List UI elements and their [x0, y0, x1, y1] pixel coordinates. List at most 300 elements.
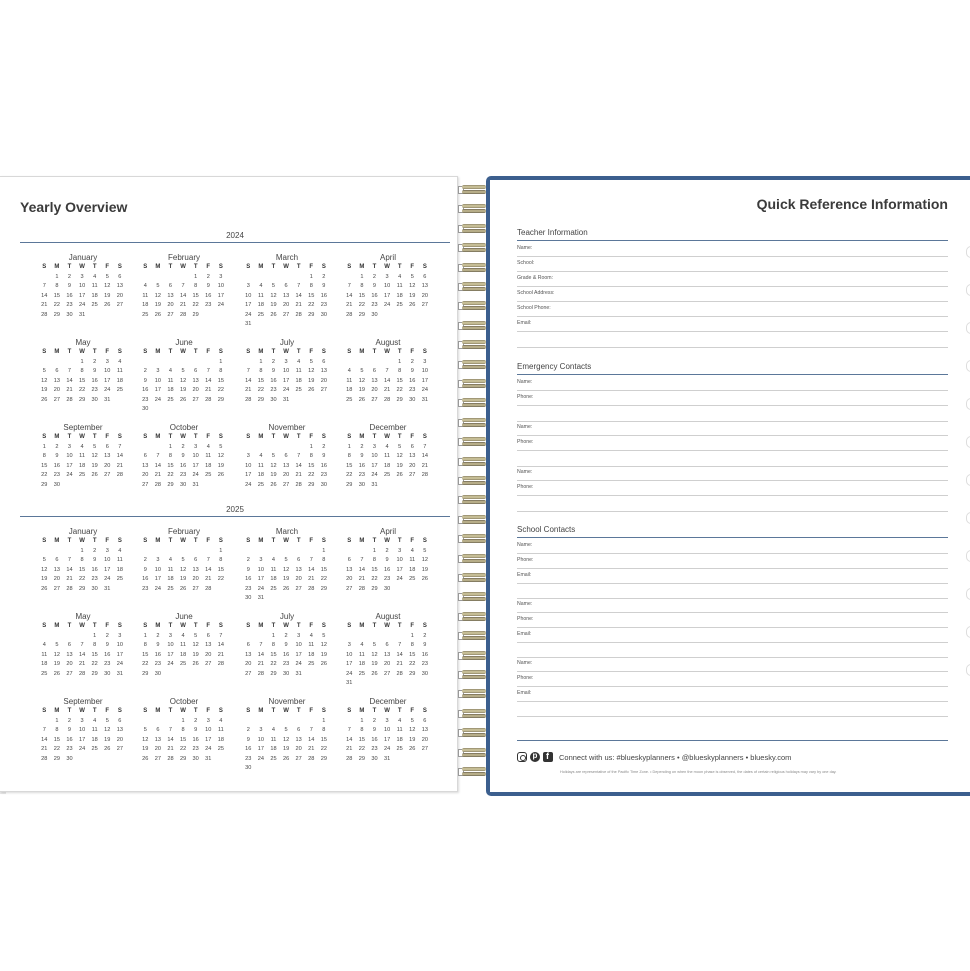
day-cell: 23	[371, 746, 378, 752]
page-tab[interactable]	[966, 322, 970, 334]
day-cell: 29	[346, 481, 353, 488]
day-cell: 14	[358, 566, 365, 573]
day-cell: 4	[360, 642, 364, 648]
day-cell: 2	[360, 443, 364, 450]
day-cell: 28	[205, 396, 212, 403]
day-cell: 21	[41, 746, 48, 752]
day-cell: 2	[93, 547, 97, 554]
teacher-field[interactable]: School Phone:	[517, 302, 948, 317]
spiral-coil	[458, 708, 486, 720]
day-cell: 6	[118, 717, 122, 724]
day-cell: 19	[270, 472, 277, 478]
day-cell: 26	[282, 755, 290, 762]
weekday-label: F	[206, 538, 211, 544]
month-calendar	[139, 697, 229, 764]
day-cell: 10	[167, 642, 174, 648]
day-cell: 2	[322, 273, 326, 280]
day-cell: 22	[167, 472, 174, 478]
page-tab[interactable]	[966, 664, 970, 676]
day-cell: 17	[245, 472, 252, 478]
instagram-icon[interactable]	[517, 752, 527, 762]
day-cell: 5	[309, 358, 313, 365]
day-cell	[318, 320, 331, 330]
day-cell: 21	[154, 472, 161, 478]
weekday-label: T	[372, 623, 377, 629]
day-cell	[63, 358, 76, 368]
weekday-label: S	[218, 623, 223, 629]
day-cell: 4	[347, 368, 351, 374]
day-cell	[202, 547, 215, 557]
day-cell	[114, 481, 127, 491]
day-cell: 1	[322, 547, 326, 554]
day-cell: 2	[372, 273, 377, 280]
weekday-label: T	[271, 434, 276, 440]
day-cell: 3	[259, 557, 263, 563]
day-cell: 23	[358, 472, 365, 478]
weekday-label: W	[79, 623, 85, 629]
day-cell	[305, 764, 318, 774]
emergency-field[interactable]: Name:	[517, 376, 948, 391]
day-cell: 17	[245, 302, 252, 308]
day-cell: 22	[179, 746, 187, 752]
day-cell: 26	[179, 396, 187, 403]
weekday-label: S	[42, 538, 47, 544]
day-cell: 13	[383, 651, 391, 658]
social-text: Connect with us: #blueskyplanners • @blueskyplanners • bluesky.com	[559, 752, 792, 762]
spiral-coil	[458, 456, 486, 468]
month-calendar	[139, 338, 229, 415]
weekday-label: F	[105, 538, 110, 544]
day-cell	[202, 311, 215, 321]
day-cell: 11	[409, 557, 416, 563]
day-cell: 22	[53, 302, 60, 308]
weekday-label: T	[372, 708, 377, 714]
day-cell: 30	[154, 670, 161, 677]
day-cell: 20	[421, 292, 428, 299]
day-cell: 9	[93, 557, 97, 563]
day-cell	[343, 358, 356, 368]
school-field[interactable]: Name:	[517, 598, 948, 613]
day-cell	[292, 443, 305, 453]
weekday-label: M	[155, 538, 161, 544]
day-cell: 7	[181, 283, 185, 289]
day-cell: 21	[308, 746, 315, 752]
day-cell: 13	[295, 736, 302, 743]
day-cell: 17	[295, 651, 302, 658]
teacher-field[interactable]: School:	[517, 257, 948, 272]
day-cell	[152, 443, 165, 453]
day-cell: 26	[308, 387, 315, 393]
page-tab[interactable]	[966, 360, 970, 372]
day-cell: 27	[205, 661, 212, 667]
day-cell: 24	[257, 755, 264, 762]
weekday-label: M	[359, 434, 365, 440]
month-name: August	[375, 612, 401, 621]
day-cell: 15	[41, 462, 48, 469]
school-field[interactable]: Email:	[517, 687, 948, 702]
day-cell: 21	[217, 651, 224, 658]
weekday-label: W	[180, 434, 186, 440]
day-cell: 8	[372, 557, 377, 563]
day-cell: 22	[142, 661, 149, 667]
day-cell: 24	[167, 661, 174, 667]
day-cell: 5	[156, 283, 160, 289]
day-cell: 11	[270, 566, 277, 573]
day-cell: 14	[383, 377, 391, 384]
weekday-label: S	[143, 708, 148, 714]
day-cell: 24	[383, 746, 391, 752]
teacher-field[interactable]: Email:	[517, 317, 948, 332]
school-field[interactable]: Name:	[517, 657, 948, 672]
day-cell: 7	[347, 727, 351, 733]
day-cell: 18	[142, 302, 149, 308]
day-cell: 2	[246, 727, 250, 733]
day-cell: 24	[245, 311, 252, 318]
day-cell: 16	[270, 377, 277, 384]
day-cell: 19	[91, 462, 98, 469]
day-cell: 10	[78, 283, 86, 289]
school-field[interactable]: Name:	[517, 539, 948, 554]
day-cell: 20	[142, 472, 149, 478]
day-cell: 5	[194, 632, 198, 639]
day-cell: 30	[245, 595, 252, 601]
day-cell: 27	[421, 302, 428, 308]
month-calendar	[242, 423, 332, 490]
weekday-label: T	[296, 264, 301, 270]
spiral-coil	[458, 727, 486, 739]
day-cell: 28	[421, 472, 428, 478]
day-cell: 16	[320, 462, 327, 469]
school-field[interactable]: Email:	[517, 628, 948, 643]
day-cell	[164, 358, 177, 368]
weekday-label: S	[42, 264, 47, 270]
day-cell: 3	[80, 273, 84, 280]
day-cell	[406, 481, 419, 491]
day-cell	[280, 764, 293, 774]
day-cell	[88, 755, 101, 765]
weekday-label: T	[271, 349, 276, 355]
field-line	[517, 511, 948, 512]
day-cell: 16	[358, 462, 365, 469]
day-cell: 23	[192, 746, 199, 752]
day-cell: 7	[67, 557, 72, 563]
school-field[interactable]: Phone:	[517, 613, 948, 628]
weekday-label: S	[246, 349, 251, 355]
day-cell: 18	[41, 661, 48, 667]
day-cell: 1	[80, 358, 84, 365]
day-cell: 22	[270, 661, 277, 667]
page-tab[interactable]	[966, 246, 970, 258]
day-cell: 17	[104, 377, 111, 384]
day-cell: 29	[409, 670, 416, 677]
day-cell: 27	[53, 585, 60, 592]
weekday-label: T	[168, 264, 173, 270]
day-cell: 10	[295, 642, 302, 648]
month-name: December	[369, 697, 407, 706]
day-cell: 20	[346, 576, 353, 582]
day-cell: 26	[371, 670, 378, 677]
weekday-label: T	[193, 349, 198, 355]
day-cell: 20	[320, 377, 327, 384]
weekday-label: M	[54, 623, 60, 629]
weekday-label: M	[258, 623, 264, 629]
day-cell: 8	[219, 368, 223, 374]
day-cell	[101, 481, 114, 491]
day-cell: 8	[219, 557, 223, 563]
day-cell: 21	[295, 472, 302, 478]
weekday-label: S	[321, 708, 326, 714]
day-cell: 16	[53, 462, 60, 469]
day-cell: 7	[297, 453, 301, 459]
day-cell	[419, 481, 432, 491]
weekday-label: M	[258, 434, 264, 440]
day-cell: 5	[42, 557, 46, 563]
day-cell: 14	[421, 453, 428, 459]
day-cell: 1	[398, 358, 402, 365]
day-cell: 17	[396, 566, 403, 573]
day-cell: 10	[116, 642, 123, 648]
page-tab[interactable]	[966, 588, 970, 600]
day-cell: 18	[358, 661, 365, 667]
day-cell: 5	[410, 273, 414, 280]
day-cell: 16	[192, 736, 199, 743]
weekday-label: S	[347, 623, 352, 629]
day-cell: 24	[295, 661, 302, 667]
emergency-field[interactable]: Name:	[517, 421, 948, 436]
day-cell: 18	[116, 566, 123, 573]
day-cell: 15	[91, 651, 98, 658]
day-cell: 19	[179, 387, 187, 393]
school-field[interactable]: Email:	[517, 569, 948, 584]
day-cell: 7	[297, 283, 301, 289]
day-cell: 25	[396, 302, 403, 308]
day-cell	[202, 405, 215, 415]
month-calendar	[242, 612, 332, 679]
day-cell: 1	[181, 717, 185, 724]
day-cell: 3	[206, 717, 210, 724]
day-cell: 24	[383, 302, 391, 308]
pinterest-icon[interactable]	[530, 752, 540, 762]
weekday-label: T	[193, 623, 198, 629]
day-cell: 31	[192, 481, 199, 488]
day-cell: 24	[257, 585, 264, 592]
day-cell: 20	[53, 387, 60, 393]
facebook-icon[interactable]	[543, 752, 553, 762]
day-cell: 25	[91, 746, 98, 752]
day-cell: 12	[409, 283, 416, 289]
school-field[interactable]: Phone:	[517, 672, 948, 687]
day-cell: 11	[91, 727, 98, 733]
emergency-field[interactable]: Phone:	[517, 436, 948, 451]
day-cell: 31	[295, 670, 302, 677]
day-cell: 20	[282, 472, 290, 478]
day-cell	[215, 585, 228, 595]
day-cell: 26	[396, 472, 403, 478]
day-cell	[255, 764, 268, 774]
day-cell: 13	[116, 283, 123, 289]
month-calendar	[139, 527, 229, 594]
school-field[interactable]: Phone:	[517, 554, 948, 569]
day-cell: 24	[205, 746, 212, 752]
footer-divider	[517, 740, 948, 741]
day-cell: 29	[270, 670, 277, 677]
page-tab[interactable]	[966, 436, 970, 448]
day-cell: 4	[410, 547, 414, 554]
day-cell: 22	[358, 746, 365, 752]
emergency-field[interactable]: Phone:	[517, 391, 948, 406]
day-cell: 5	[42, 368, 46, 374]
day-cell: 6	[194, 557, 198, 563]
teacher-field[interactable]: Name:	[517, 242, 948, 257]
day-cell: 28	[66, 396, 73, 403]
weekday-label: T	[168, 623, 173, 629]
page-tab[interactable]	[966, 398, 970, 410]
day-cell: 3	[194, 443, 198, 450]
spiral-coil	[458, 281, 486, 293]
day-cell: 4	[385, 443, 389, 450]
day-cell: 7	[385, 368, 389, 374]
day-cell: 25	[167, 396, 174, 403]
day-cell	[164, 405, 177, 415]
day-cell: 11	[142, 292, 149, 299]
day-cell: 8	[194, 283, 198, 289]
spiral-coil	[458, 184, 486, 196]
day-cell: 4	[259, 453, 263, 459]
day-cell: 24	[78, 746, 86, 752]
day-cell: 28	[66, 585, 73, 592]
weekday-label: M	[258, 264, 264, 270]
day-cell	[139, 547, 152, 557]
day-cell: 29	[320, 755, 327, 762]
day-cell: 1	[360, 273, 364, 280]
day-cell: 28	[346, 311, 353, 318]
weekday-label: S	[143, 538, 148, 544]
day-cell: 8	[93, 642, 97, 648]
page-tab[interactable]	[966, 474, 970, 486]
day-cell: 7	[309, 727, 313, 733]
day-cell	[114, 396, 127, 406]
day-cell: 29	[91, 670, 98, 677]
day-cell: 13	[154, 736, 161, 743]
day-cell: 15	[179, 736, 187, 743]
day-cell: 24	[245, 481, 252, 488]
day-cell: 5	[372, 642, 377, 648]
day-cell: 6	[297, 557, 301, 563]
day-cell: 20	[245, 661, 252, 667]
day-cell: 9	[143, 566, 147, 573]
day-cell: 12	[179, 377, 187, 384]
weekday-label: M	[54, 434, 60, 440]
day-cell: 7	[423, 443, 427, 450]
day-cell: 20	[154, 746, 161, 752]
page-tab[interactable]	[966, 284, 970, 296]
day-cell: 30	[179, 481, 187, 488]
emergency-field[interactable]: Phone:	[517, 481, 948, 496]
day-cell: 2	[206, 273, 210, 280]
day-cell: 25	[409, 576, 416, 582]
day-cell: 17	[383, 292, 391, 299]
spiral-coil	[458, 203, 486, 215]
page-tab[interactable]	[966, 550, 970, 562]
day-cell: 13	[53, 566, 60, 573]
day-cell: 31	[104, 396, 111, 403]
day-cell: 18	[217, 736, 224, 743]
weekday-label: T	[168, 434, 173, 440]
day-cell: 12	[409, 727, 416, 733]
day-cell: 10	[396, 557, 403, 563]
month-calendar	[242, 697, 332, 774]
day-cell: 3	[385, 273, 389, 280]
day-cell: 10	[383, 283, 391, 289]
day-cell: 5	[284, 557, 288, 563]
day-cell	[343, 273, 356, 283]
page-tab[interactable]	[966, 512, 970, 524]
day-cell: 11	[116, 368, 123, 374]
weekday-label: S	[117, 349, 122, 355]
day-cell: 24	[66, 472, 73, 478]
day-cell: 20	[282, 302, 290, 308]
day-cell: 14	[295, 462, 302, 469]
weekday-label: F	[206, 708, 211, 714]
spiral-coil	[458, 378, 486, 390]
weekday-label: S	[246, 264, 251, 270]
emergency-field[interactable]: Name:	[517, 466, 948, 481]
day-cell: 13	[167, 292, 174, 299]
day-cell: 13	[104, 453, 111, 459]
day-cell: 6	[194, 368, 198, 374]
day-cell: 19	[282, 746, 290, 752]
day-cell: 29	[53, 311, 60, 318]
weekday-label: S	[143, 264, 148, 270]
day-cell: 25	[78, 472, 86, 478]
day-cell: 14	[205, 566, 212, 573]
day-cell	[114, 311, 127, 321]
day-cell: 19	[409, 292, 416, 299]
day-cell: 21	[78, 661, 86, 667]
day-cell: 25	[383, 472, 391, 478]
day-cell: 25	[116, 576, 123, 582]
weekday-label: T	[296, 349, 301, 355]
day-cell: 27	[295, 755, 302, 762]
day-cell: 27	[66, 670, 73, 677]
day-cell: 7	[206, 368, 210, 374]
weekday-label: M	[155, 434, 161, 440]
teacher-field[interactable]: School Address:	[517, 287, 948, 302]
day-cell: 30	[142, 406, 149, 412]
weekday-label: S	[143, 623, 148, 629]
day-cell: 11	[167, 377, 174, 384]
day-cell	[164, 273, 177, 283]
day-cell: 22	[78, 387, 86, 393]
day-cell: 18	[308, 651, 315, 658]
day-cell: 29	[358, 311, 365, 318]
day-cell: 11	[295, 368, 302, 374]
page-tab[interactable]	[966, 626, 970, 638]
weekday-label: S	[347, 708, 352, 714]
day-cell: 23	[409, 387, 416, 393]
weekday-label: M	[155, 349, 161, 355]
day-cell: 26	[142, 755, 149, 762]
day-cell: 15	[396, 377, 403, 384]
day-cell	[177, 547, 190, 557]
day-cell	[189, 405, 202, 415]
teacher-field[interactable]: Grade & Room:	[517, 272, 948, 287]
weekday-label: M	[359, 349, 365, 355]
day-cell: 23	[320, 472, 327, 478]
day-cell: 4	[118, 547, 122, 554]
day-cell	[280, 443, 293, 453]
day-cell: 5	[93, 443, 97, 450]
